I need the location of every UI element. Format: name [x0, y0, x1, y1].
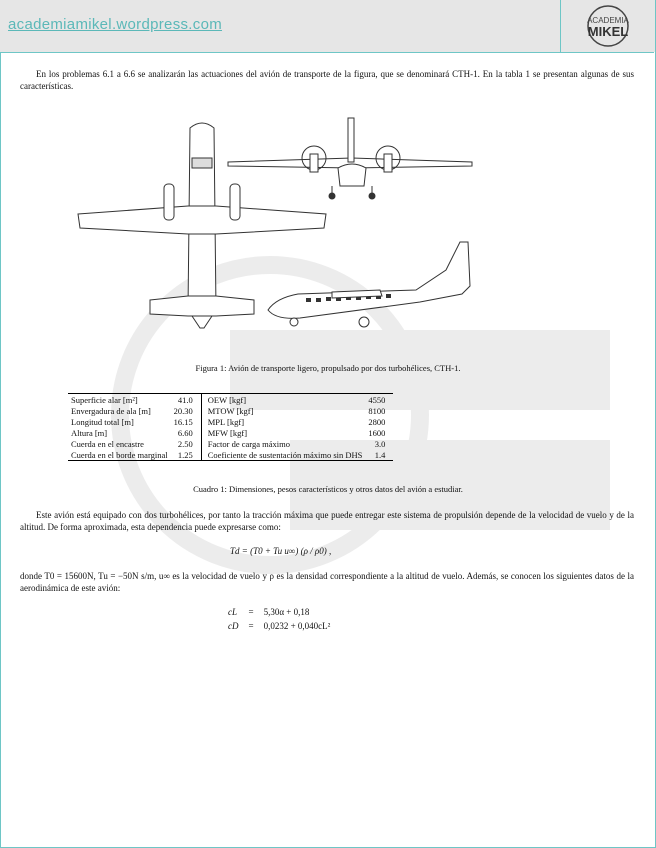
table-cell-label: MTOW [kgf] [201, 405, 365, 416]
table-cell-label: Superficie alar [m²] [71, 394, 138, 405]
table-cell-label: MFW [kgf] [201, 427, 365, 438]
figure-caption: Figura 1: Avión de transporte ligero, propulsado por dos turbohélices, CTH-1. [195, 363, 461, 373]
table-cell-value: 1600 [368, 427, 386, 438]
table-cell-value: 20.30 [173, 405, 193, 416]
table-cell-value: 1.4 [374, 449, 386, 460]
equation-lhs: cL [228, 607, 237, 617]
intro-paragraph: En los problemas 6.1 a 6.6 se analizarán las actuaciones del avión de transporte de la figura, que se denominará CTH-1. En la tabla 1 se presentan algunas de sus características. [20, 69, 634, 91]
aerodynamic-equations [222, 604, 336, 634]
academia-mikel-logo [560, 0, 655, 52]
table-cell-value: 6.60 [177, 427, 193, 438]
table-cell-value: 41.0 [177, 394, 193, 405]
table-cell-label: Factor de carga máximo [201, 438, 365, 449]
table-cell-label: Envergadura de ala [m] [71, 405, 151, 416]
svg-text:ACADEMIA: ACADEMIA [587, 16, 629, 25]
table-cell-value: 16.15 [173, 416, 193, 427]
definitions-paragraph: donde T0 = 15600N, Tu = −50N s/m, u∞ es la velocidad de vuelo y ρ es la densidad correspondiente a la altitud de vuelo. Además, se conocen los siguientes datos de la aerodinámica de este avión: [20, 571, 634, 593]
table-cell-label: Altura [m] [71, 427, 108, 438]
equation-equals: = [248, 621, 254, 631]
equation-equals: = [248, 607, 254, 617]
table-cell-value: 3.0 [374, 438, 386, 449]
table-cell-label: MPL [kgf] [201, 416, 365, 427]
svg-text:MIKEL: MIKEL [587, 24, 629, 39]
propulsion-paragraph: Este avión está equipado con dos turbohélices, por tanto la tracción máxima que puede entregar este sistema de propulsión depende de la velocidad de vuelo y de la altitud. De forma aproximada, esta dependencia puede expresarse como: [20, 510, 634, 532]
site-url-link[interactable]: academiamikel.wordpress.com [8, 16, 223, 33]
characteristics-table [68, 393, 393, 461]
equation-rhs: 5,30α + 0,18 [263, 607, 310, 617]
table-cell-value: 8100 [368, 405, 386, 416]
table-cell-value: 2800 [368, 416, 386, 427]
table-cell-value: 2.50 [177, 438, 193, 449]
table-cell-value: 1.25 [177, 449, 193, 460]
table-cell-label: Coeficiente de sustentación máximo sin DHS [201, 449, 365, 461]
table-cell-value: 4550 [368, 394, 386, 405]
table-cell-label: Longitud total [m] [71, 416, 134, 427]
table-cell-label: OEW [kgf] [201, 394, 365, 406]
table-cell-label: Cuerda en el borde marginal [71, 449, 168, 460]
aircraft-three-view-figure [70, 110, 510, 350]
table-caption: Cuadro 1: Dimensiones, pesos característicos y otros datos del avión a estudiar. [193, 484, 463, 494]
page-header [0, 0, 654, 53]
table-cell-label: Cuerda en el encastre [71, 438, 144, 449]
equation-rhs: 0,0232 + 0,040cL² [263, 621, 331, 631]
thrust-equation: Td = (T0 + Tu u∞) (ρ / ρ0) , [230, 546, 332, 556]
equation-lhs: cD [228, 621, 239, 631]
